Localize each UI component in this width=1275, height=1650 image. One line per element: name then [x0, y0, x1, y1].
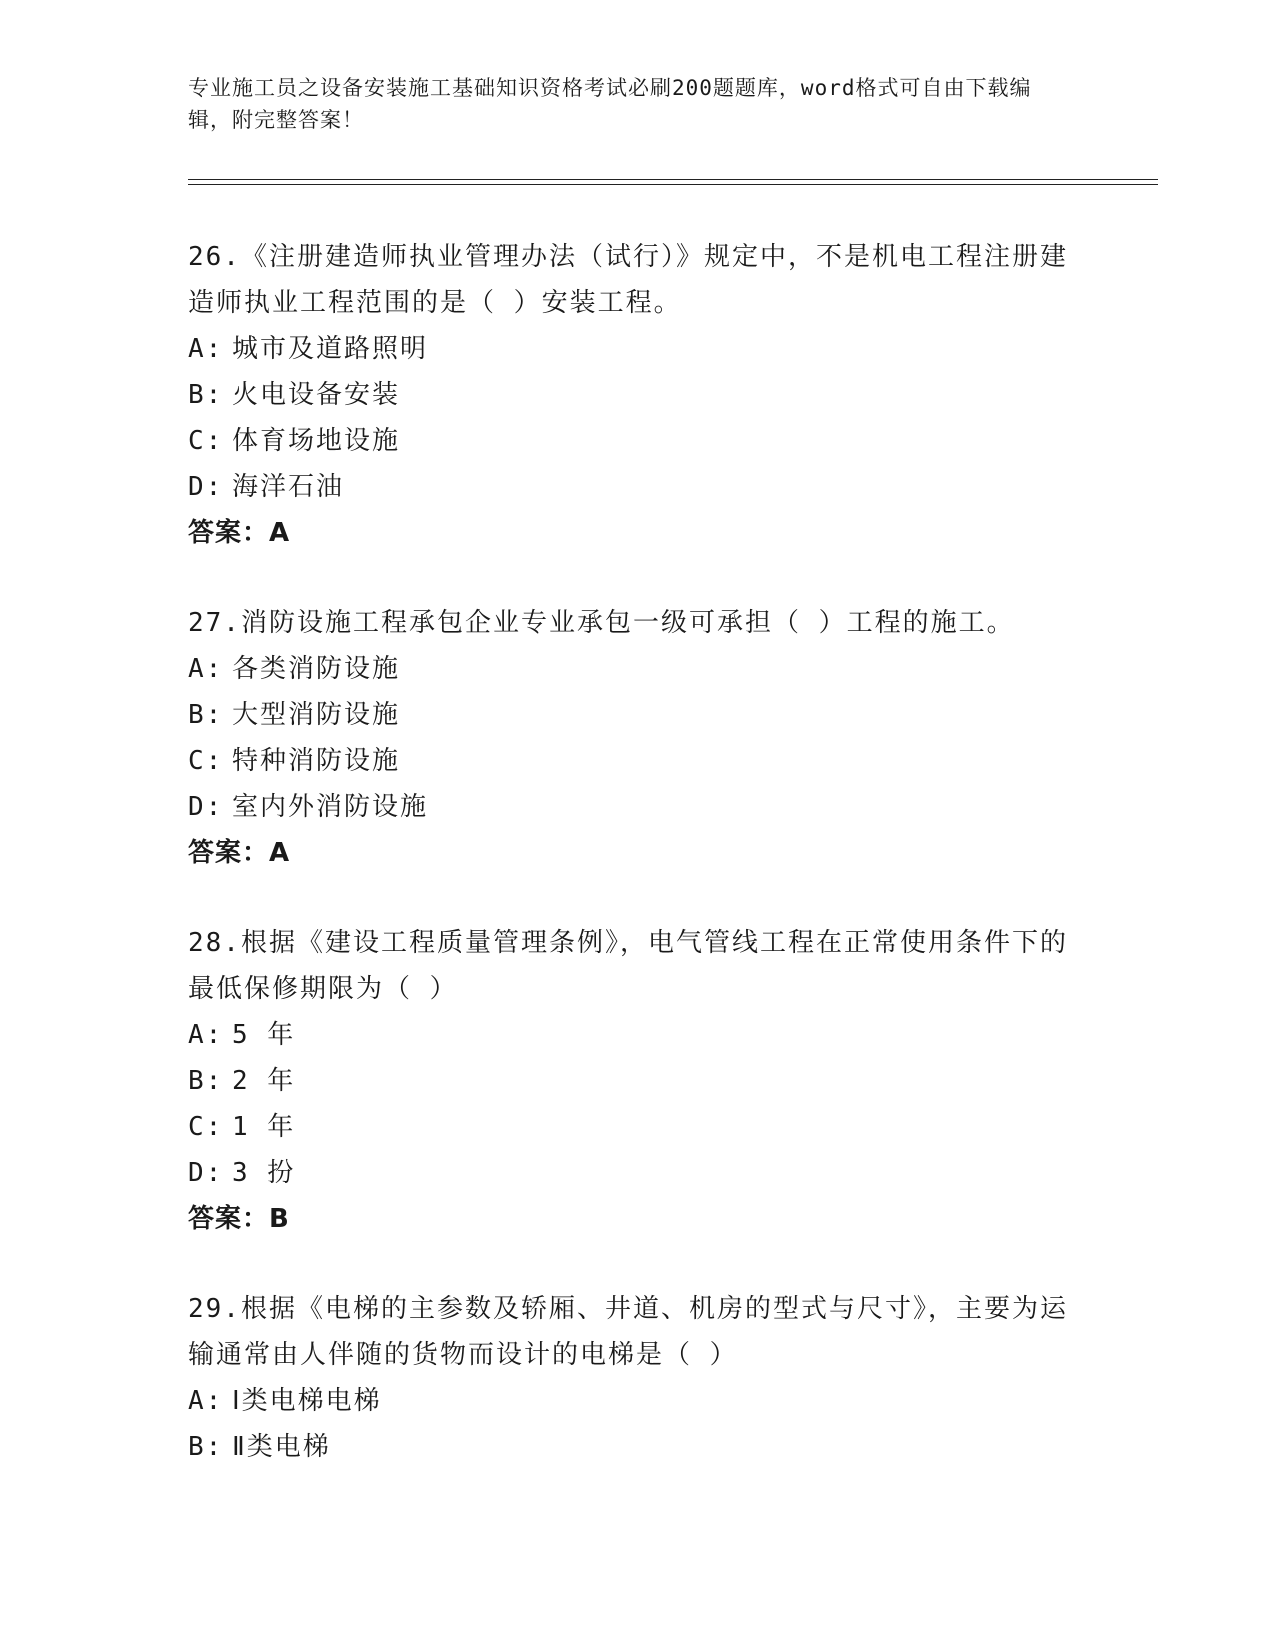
option-label: B: — [188, 1432, 224, 1462]
option-d — [188, 464, 1088, 510]
option-label: D: — [188, 472, 224, 502]
question-28 — [188, 920, 1088, 1242]
option-a — [188, 1378, 1088, 1424]
option-text: 1 年 — [232, 1112, 296, 1142]
option-c — [188, 418, 1088, 464]
option-label: D: — [188, 1158, 224, 1188]
option-b — [188, 372, 1088, 418]
question-list — [188, 234, 1088, 1514]
question-stem: 27.消防设施工程承包企业专业承包一级可承担（ ）工程的施工。 — [188, 608, 1015, 638]
header-divider-bottom — [188, 184, 1158, 185]
option-text: 大型消防设施 — [232, 700, 401, 730]
option-text: 5 年 — [232, 1020, 296, 1050]
option-label: B: — [188, 380, 224, 410]
option-text: Ⅱ类电梯 — [232, 1432, 331, 1462]
option-label: A: — [188, 334, 224, 364]
answer: 答案：B — [188, 1204, 290, 1234]
answer: 答案：A — [188, 838, 291, 868]
question-stem: 29.根据《电梯的主参数及轿厢、井道、机房的型式与尺寸》，主要为运输通常由人伴随的货物而设计的电梯是（ ） — [188, 1294, 1068, 1370]
option-text: 3 扮 — [232, 1158, 296, 1188]
option-a — [188, 646, 1088, 692]
header-divider-top — [188, 179, 1158, 180]
question-29 — [188, 1286, 1088, 1470]
option-label: A: — [188, 654, 224, 684]
option-text: 特种消防设施 — [232, 746, 401, 776]
option-text: 室内外消防设施 — [232, 792, 429, 822]
option-label: C: — [188, 746, 224, 776]
question-stem: 26.《注册建造师执业管理办法（试行）》规定中，不是机电工程注册建造师执业工程范围的是（ ）安装工程。 — [188, 242, 1068, 318]
option-text: 海洋石油 — [232, 472, 345, 502]
option-text: 各类消防设施 — [232, 654, 401, 684]
option-text: Ⅰ类电梯电梯 — [232, 1386, 382, 1416]
option-c — [188, 1104, 1088, 1150]
option-b — [188, 1058, 1088, 1104]
question-27 — [188, 600, 1088, 876]
option-a — [188, 1012, 1088, 1058]
option-d — [188, 784, 1088, 830]
option-text: 城市及道路照明 — [232, 334, 429, 364]
option-text: 火电设备安装 — [232, 380, 401, 410]
option-label: B: — [188, 700, 224, 730]
option-label: D: — [188, 792, 224, 822]
option-label: A: — [188, 1386, 224, 1416]
option-text: 2 年 — [232, 1066, 296, 1096]
question-stem: 28.根据《建设工程质量管理条例》，电气管线工程在正常使用条件下的最低保修期限为（ ） — [188, 928, 1068, 1004]
option-a — [188, 326, 1088, 372]
answer: 答案：A — [188, 518, 291, 548]
option-text: 体育场地设施 — [232, 426, 401, 456]
option-b — [188, 1424, 1088, 1470]
option-d — [188, 1150, 1088, 1196]
question-26 — [188, 234, 1088, 556]
option-label: A: — [188, 1020, 224, 1050]
option-c — [188, 738, 1088, 784]
option-label: C: — [188, 426, 224, 456]
document-header: 专业施工员之设备安装施工基础知识资格考试必刷200题题库，word格式可自由下载编辑，附完整答案！ — [188, 76, 1032, 132]
option-label: C: — [188, 1112, 224, 1142]
option-label: B: — [188, 1066, 224, 1096]
option-b — [188, 692, 1088, 738]
